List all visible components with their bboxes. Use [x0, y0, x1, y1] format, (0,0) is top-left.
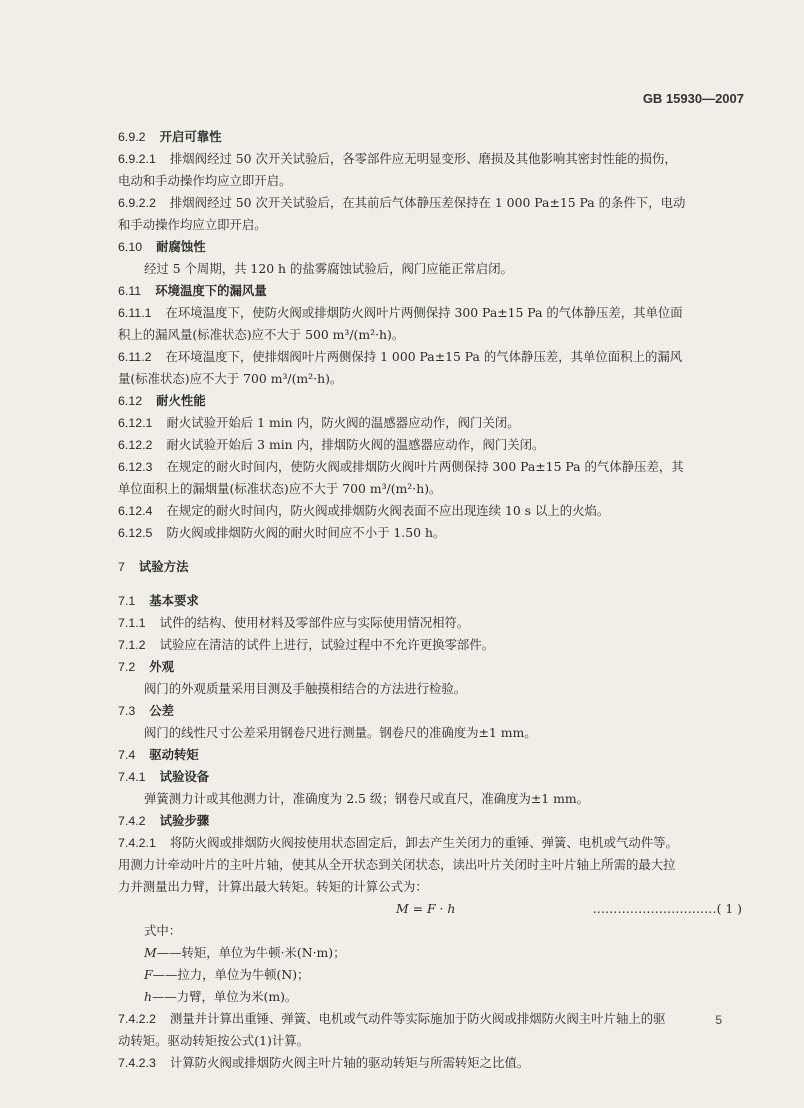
paragraph-text: 用测力计牵动叶片的主叶片轴，使其从全开状态到关闭状态，读出叶片关闭时主叶片轴上所需的最大拉 [118, 857, 676, 872]
clause-paragraph [118, 522, 742, 544]
clause-paragraph [118, 302, 742, 346]
paragraph-line [118, 192, 742, 214]
paragraph-line [118, 612, 742, 634]
standard-code: GB 15930—2007 [642, 91, 744, 106]
clause-number: 6.11.1 [118, 306, 152, 320]
variable-symbol: F [144, 967, 153, 982]
paragraph-line [118, 456, 742, 478]
clause-heading [118, 280, 742, 302]
clause-number: 6.12.1 [118, 416, 153, 430]
paragraph-line [118, 832, 742, 854]
section-gap [118, 578, 742, 590]
paragraph-line [118, 500, 742, 522]
indented-text: 经过 5 个周期，共 120 h 的盐雾腐蚀试验后，阀门应能正常启闭。 [144, 261, 513, 276]
indented-text: 弹簧测力计或其他测力计，准确度为 2.5 级；钢卷尺或直尺，准确度为±1 mm。 [144, 791, 590, 806]
variable-description: ——拉力，单位为牛顿(N)； [152, 967, 310, 982]
clause-paragraph [118, 1008, 742, 1052]
clause-paragraph [118, 832, 742, 898]
paragraph-line [118, 1052, 742, 1074]
clause-paragraph [118, 1052, 742, 1074]
clause-number: 7.4.2.1 [118, 836, 156, 850]
clause-number: 7.4 [118, 748, 136, 762]
clause-number: 6.9.2 [118, 130, 146, 144]
clause-heading [118, 556, 742, 578]
paragraph-line [118, 412, 742, 434]
paragraph-text: 单位面积上的漏烟量(标准状态)应不大于 700 m³/(m²·h)。 [118, 481, 442, 496]
clause-number: 6.12.3 [118, 460, 153, 474]
formula-row [118, 898, 742, 920]
clause-number: 6.12 [118, 394, 143, 408]
paragraph-text: 试验应在清洁的试件上进行，试验过程中不允许更换零部件。 [159, 637, 495, 652]
clause-paragraph [118, 192, 742, 236]
paragraph-line [118, 148, 742, 170]
paragraph-line [118, 368, 742, 390]
paragraph-line [118, 214, 742, 236]
clause-title: 试验方法 [138, 559, 189, 574]
clause-number: 7 [118, 560, 125, 574]
indented-text: 式中： [144, 923, 182, 938]
page-number: 5 [715, 1013, 722, 1027]
paragraph-line [118, 302, 742, 324]
paragraph-text: 排烟阀经过 50 次开关试验后，各零部件应无明显变形、磨损及其他影响其密封性能的损伤， [169, 151, 677, 166]
paragraph-text: 在规定的耐火时间内，防火阀或排烟防火阀表面不应出现连续 10 s 以上的火焰。 [166, 503, 610, 518]
section-gap [118, 544, 742, 556]
paragraph-text: 动转矩。驱动转矩按公式(1)计算。 [118, 1033, 310, 1048]
clause-number: 7.4.1 [118, 770, 146, 784]
clause-number: 7.1 [118, 594, 136, 608]
paragraph-line [118, 170, 742, 192]
paragraph-text: 测量并计算出重锤、弹簧、电机或气动件等实际施加于防火阀或排烟防火阀主叶片轴上的驱 [169, 1011, 666, 1026]
clause-heading [118, 766, 742, 788]
clause-title: 公差 [149, 703, 175, 718]
paragraph-text: 防火阀或排烟防火阀的耐火时间应不小于 1.50 h。 [166, 525, 446, 540]
paragraph-text: 试件的结构、使用材料及零部件应与实际使用情况相符。 [159, 615, 470, 630]
clause-number: 6.9.2.1 [118, 152, 156, 166]
paragraph-text: 将防火阀或排烟防火阀按使用状态固定后，卸去产生关闭力的重锤、弹簧、电机或气动件等。 [169, 835, 678, 850]
clause-number: 6.12.4 [118, 504, 153, 518]
clause-title: 耐腐蚀性 [156, 239, 206, 254]
clause-title: 基本要求 [149, 593, 199, 608]
paragraph-text: 电动和手动操作均应立即开启。 [118, 173, 292, 188]
clause-number: 7.4.2.2 [118, 1012, 156, 1026]
clause-heading [118, 390, 742, 412]
clause-heading [118, 236, 742, 258]
paragraph-text: 在环境温度下，使排烟阀叶片两侧保持 1 000 Pa±15 Pa 的气体静压差，其单位面积上的漏风 [165, 349, 683, 364]
clause-title: 耐火性能 [156, 393, 206, 408]
paragraph-line [118, 1030, 742, 1052]
clause-heading [118, 810, 742, 832]
paragraph-line [118, 1008, 742, 1030]
indented-text: 阀门的外观质量采用目测及手触摸相结合的方法进行检验。 [144, 681, 467, 696]
clause-title: 开启可靠性 [159, 129, 222, 144]
variable-symbol: h [144, 989, 152, 1004]
clause-number: 7.3 [118, 704, 136, 718]
clause-number: 7.4.2 [118, 814, 146, 828]
paragraph-text: 积上的漏风量(标准状态)应不大于 500 m³/(m²·h)。 [118, 327, 405, 342]
clause-number: 6.9.2.2 [118, 196, 156, 210]
paragraph-line [118, 434, 742, 456]
paragraph-text: 和手动操作均应立即开启。 [118, 217, 267, 232]
clause-title: 试验步骤 [159, 813, 210, 828]
formula-number: …………………………( 1 ) [592, 901, 742, 916]
variable-symbol: M [144, 945, 157, 960]
clause-heading [118, 700, 742, 722]
clause-heading [118, 656, 742, 678]
clause-title: 驱动转矩 [149, 747, 199, 762]
clause-heading [118, 744, 742, 766]
clause-paragraph [118, 346, 742, 390]
clause-title: 外观 [149, 659, 175, 674]
variable-description: ——力臂，单位为米(m)。 [151, 989, 298, 1004]
paragraph-text: 在规定的耐火时间内，使防火阀或排烟防火阀叶片两侧保持 300 Pa±15 Pa 的气体静压差，其 [166, 459, 684, 474]
paragraph-line [118, 478, 742, 500]
clause-number: 7.1.2 [118, 638, 146, 652]
paragraph-line [118, 522, 742, 544]
clause-paragraph [118, 148, 742, 192]
variable-definition [118, 986, 742, 1008]
clause-number: 6.11 [118, 284, 142, 298]
paragraph-text: 耐火试验开始后 1 min 内，防火阀的温感器应动作，阀门关闭。 [166, 415, 520, 430]
paragraph-line [118, 324, 742, 346]
clause-number: 6.10 [118, 240, 143, 254]
paragraph-text: 力并测量出力臂，计算出最大转矩。转矩的计算公式为： [118, 879, 428, 894]
formula-expression: M = F · h [396, 901, 456, 916]
paragraph-text: 在环境温度下，使防火阀或排烟防火阀叶片两侧保持 300 Pa±15 Pa 的气体静压差，其单位面 [165, 305, 683, 320]
clause-title: 试验设备 [159, 769, 210, 784]
indented-text: 阀门的线性尺寸公差采用钢卷尺进行测量。钢卷尺的准确度为±1 mm。 [144, 725, 537, 740]
clause-number: 6.12.5 [118, 526, 153, 540]
paragraph-line [118, 876, 742, 898]
clause-paragraph [118, 612, 742, 634]
clause-number: 6.11.2 [118, 350, 152, 364]
clause-number: 7.2 [118, 660, 136, 674]
paragraph-line [118, 634, 742, 656]
paragraph-text: 计算防火阀或排烟防火阀主叶片轴的驱动转矩与所需转矩之比值。 [169, 1055, 530, 1070]
variable-definition [118, 964, 742, 986]
document-body [118, 126, 742, 1074]
clause-number: 6.12.2 [118, 438, 153, 452]
paragraph-text: 耐火试验开始后 3 min 内，排烟防火阀的温感器应动作，阀门关闭。 [166, 437, 545, 452]
clause-heading [118, 590, 742, 612]
variable-description: ——转矩，单位为牛顿·米(N·m)； [156, 945, 346, 960]
paragraph-line [118, 346, 742, 368]
clause-paragraph [118, 434, 742, 456]
clause-paragraph [118, 456, 742, 500]
paragraph-line [118, 854, 742, 876]
clause-heading [118, 126, 742, 148]
clause-title: 环境温度下的漏风量 [155, 283, 267, 298]
paragraph-text: 排烟阀经过 50 次开关试验后，在其前后气体静压差保持在 1 000 Pa±15 Pa 的条件下，电动 [169, 195, 686, 210]
clause-paragraph [118, 500, 742, 522]
clause-number: 7.4.2.3 [118, 1056, 156, 1070]
variable-definition [118, 942, 742, 964]
paragraph-text: 量(标准状态)应不大于 700 m³/(m²·h)。 [118, 371, 343, 386]
clause-number: 7.1.1 [118, 616, 146, 630]
clause-paragraph [118, 412, 742, 434]
clause-paragraph [118, 634, 742, 656]
